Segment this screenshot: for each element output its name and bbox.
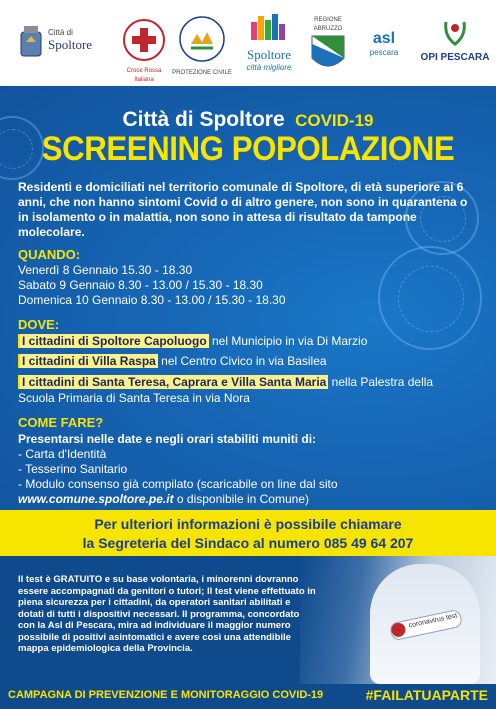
info-line-2: la Segreteria del Sindaco al numero 085 49 64 207	[82, 535, 414, 551]
dove-rest: nella Palestra della	[328, 375, 434, 389]
logo-small-text: pescara	[369, 48, 399, 57]
dove-rest: nel Municipio in via Di Marzio	[208, 334, 368, 348]
abruzzo-shield-icon	[310, 34, 346, 74]
dove-highlight: I cittadini di Santa Teresa, Caprara e Villa Santa Maria	[18, 375, 328, 389]
come-line: - Tesserino Sanitario	[18, 462, 128, 476]
covid-label: COVID-19	[295, 111, 374, 130]
footer	[0, 684, 496, 709]
city-title: Città di Spoltore	[122, 108, 285, 131]
main-title: SCREENING POPOLAZIONE	[41, 130, 455, 168]
come-line: - Carta d'Identità	[18, 447, 107, 461]
come-line: Presentarsi nelle date e negli orari stabiliti muniti di:	[18, 432, 317, 446]
logo-regione-abruzzo	[306, 8, 350, 78]
logo-small-text: Città di	[48, 28, 73, 37]
tube-cap	[390, 622, 407, 639]
virus-icon	[378, 246, 482, 350]
logo-small-text: OPI PESCARA	[420, 52, 490, 63]
dove-heading: DOVE:	[18, 317, 60, 332]
red-cross-icon	[122, 18, 166, 62]
dove-continuation: Scuola Primaria di Santa Teresa in via Nora	[18, 391, 250, 405]
coat-of-arms-icon	[18, 24, 44, 64]
bottom-text: Il test è GRATUITO e su base volontaria, i minorenni dovranno essere accompagnati da genitori o tutori; Il test viene effettuato in piena sicurezza per i cittadini, da operatori sanitari abilitati e dotati di tutti i dispositivi necessari. Il programma, concordato con la Asl di Pescara, mira ad individuare il maggior numero possibile di positivi asintomatici e avere così una attendibile mappa epidemiologica della Provincia.	[18, 574, 316, 654]
logo-small-text: città migliore	[246, 63, 292, 72]
dove-item	[18, 334, 367, 349]
website-link[interactable]: www.comune.spoltore.pe.it	[18, 492, 174, 506]
dove-highlight: I cittadini di Spoltore Capoluogo	[18, 334, 209, 348]
come-heading: COME FARE?	[18, 415, 104, 430]
logo-asl-pescara	[356, 8, 412, 78]
info-line-1: Per ulteriori informazioni è possibile chiamare	[94, 516, 402, 532]
logo-spoltore-citta-migliore	[234, 8, 304, 78]
colorful-blocks-icon	[249, 12, 289, 42]
logo-citta-di-spoltore	[18, 8, 108, 78]
dove-item	[18, 375, 433, 390]
logo-big-text: Spoltore	[48, 37, 93, 52]
logo-small-text: PROTEZIONE CIVILE	[172, 70, 232, 76]
come-link-line	[18, 492, 309, 507]
quando-line: Venerdì 8 Gennaio 15.30 - 18.30	[18, 263, 193, 277]
logo-opi-pescara	[420, 8, 490, 78]
come-line: - Modulo consenso già compilato (scaricabile on line dal sito	[18, 477, 338, 491]
campaign-text: CAMPAGNA DI PREVENZIONE E MONITORAGGIO COVID-19	[8, 689, 324, 701]
dove-highlight: I cittadini di Villa Raspa	[18, 354, 158, 368]
opi-icon	[440, 18, 470, 48]
info-band	[0, 510, 496, 556]
logo-bar	[0, 0, 496, 86]
logo-small-text: Croce Rossa Italiana	[126, 68, 162, 83]
logo-big-text: asl	[372, 30, 396, 47]
quando-heading: QUANDO:	[18, 247, 81, 262]
title-line	[0, 108, 496, 132]
logo-big-text: Spoltore	[246, 47, 292, 62]
quando-line: Domenica 10 Gennaio 8.30 - 13.00 / 15.30 - 18.30	[18, 293, 286, 307]
protezione-civile-icon	[177, 14, 227, 64]
quando-line: Sabato 9 Gennaio 8.30 - 13.00 / 15.30 - 18.30	[18, 278, 263, 292]
link-rest: o disponibile in Comune)	[173, 492, 309, 506]
hashtag: #FAILATUAPARTE	[365, 687, 488, 703]
logo-small-text: REGIONE ABRUZZO	[313, 17, 343, 32]
dove-rest: nel Centro Civico in via Basilea	[157, 354, 327, 368]
logo-croce-rossa	[118, 8, 170, 83]
logo-protezione-civile	[172, 8, 232, 78]
dove-item	[18, 354, 327, 369]
tube-label: coronavirus test	[408, 612, 458, 630]
intro-text: Residenti e domiciliati nel territorio comunale di Spoltore, di età superiore ai 6 anni, che non hanno sintomi Covid o di altro genere, non sono in quarantena o in isolamento o in malattia, non sono in attesa di risultato da tampone molecolare.	[18, 180, 468, 239]
